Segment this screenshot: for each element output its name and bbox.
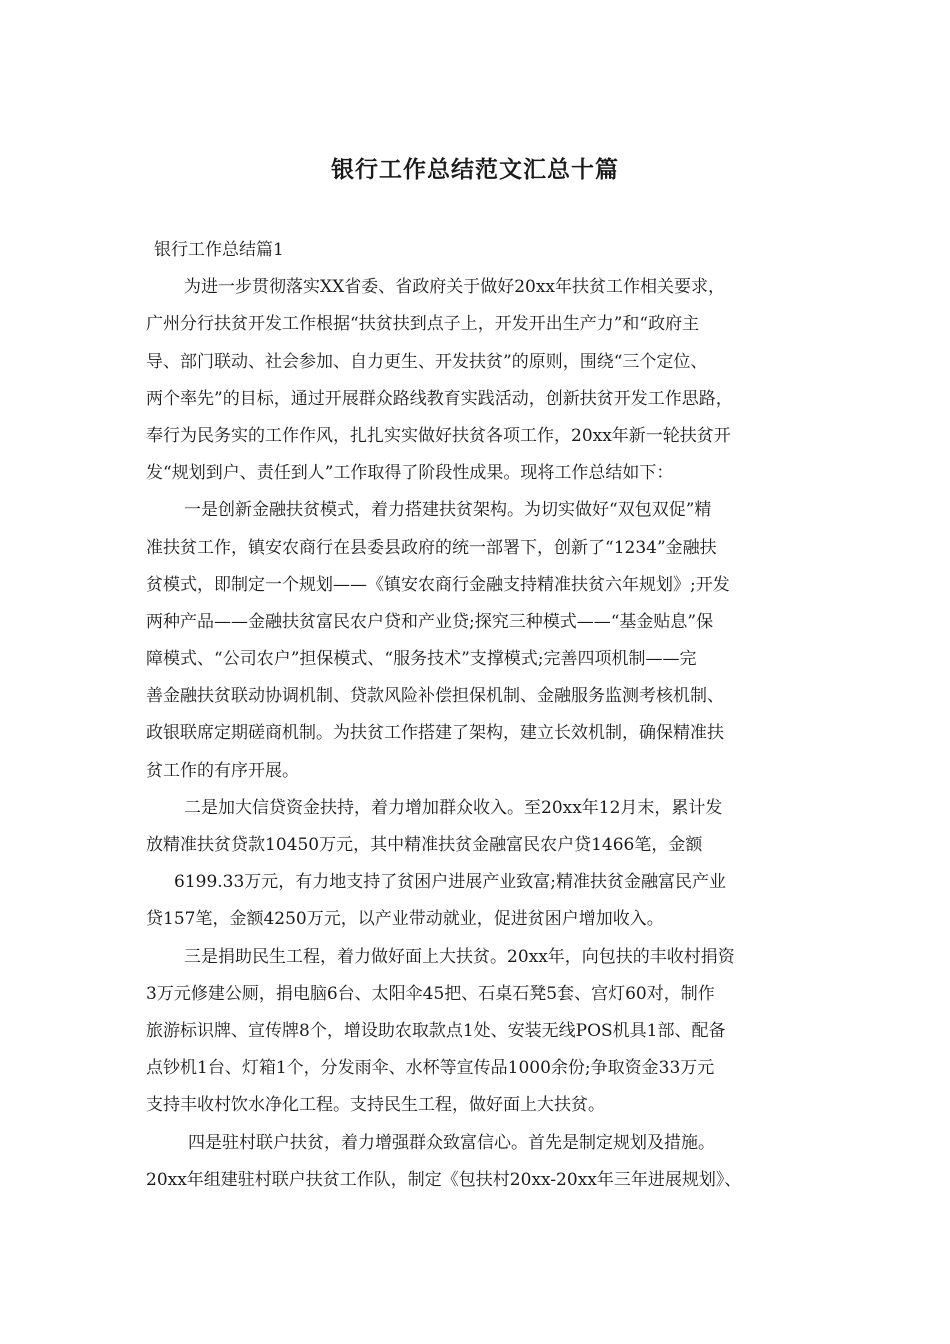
document-title: 银行工作总结范文汇总十篇 [331,156,619,183]
document-body [146,232,826,1199]
paragraph-line: 贷157笔，金额4250万元，以产业带动就业，促进贫困户增加收入。 [146,909,664,930]
paragraph-line: 放精准扶贫贷款10450万元，其中精准扶贫金融富民农户贷1466笔，金额 [146,835,703,855]
paragraph-line: 为进一步贯彻落实XX省委、省政府关于做好20xx年扶贫工作相关要求， [184,277,726,298]
paragraph-line: 二是加大信贷资金扶持，着力增加群众收入。至20xx年12月末，累计发 [184,797,723,818]
paragraph-line: 导、部门联动、社会参加、自力更生、开发扶贫”的原则，围绕“三个定位、 [146,351,708,372]
paragraph-line: 3万元修建公厕，捐电脑6台、太阳伞45把、石桌石凳5套、宫灯60对，制作 [146,983,715,1004]
paragraph-line: 旅游标识牌、宣传牌8个，增设助农取款点1处、安装无线POS机具1部、配备 [146,1020,726,1041]
paragraph-line: 一是创新金融扶贫模式，着力搭建扶贫架构。为切实做好“双包双促”精 [184,500,712,521]
paragraph-line: 三是捐助民生工程，着力做好面上大扶贫。20xx年，向包扶的丰收村捐资 [184,946,735,967]
paragraph-line: 20xx年组建驻村联户扶贫工作队，制定《包扶村20xx-20xx年三年进展规划》、 [146,1169,742,1190]
paragraph-line: 两种产品——金融扶贫富民农户贷和产业贷;探究三种模式——“基金贴息”保 [146,611,714,632]
paragraph-line: 贫模式，即制定一个规划——《镇安农商行金融支持精准扶贫六年规划》;开发 [146,574,730,595]
paragraph-line: 点钞机1台、灯箱1个，分发雨伞、水杯等宣传品1000余份;争取资金33万元 [146,1058,715,1079]
paragraph-line: 四是驻村联户扶贫，着力增强群众致富信心。首先是制定规划及措施。 [188,1132,715,1153]
paragraph-line: 两个率先”的目标，通过开展群众路线教育实践活动，创新扶贫开发工作思路， [146,388,733,409]
paragraph-line: 奉行为民务实的工作作风，扎扎实实做好扶贫各项工作，20xx年新一轮扶贫开 [146,425,731,446]
paragraph-line: 准扶贫工作，镇安农商行在县委县政府的统一部署下，创新了“1234”金融扶 [146,537,717,558]
paragraph-line: 6199.33万元，有力地支持了贫困户进展产业致富;精准扶贫金融富民产业 [174,872,727,893]
paragraph-line: 政银联席定期磋商机制。为扶贫工作搭建了架构，建立长效机制，确保精准扶 [146,723,724,744]
paragraph-line: 贫工作的有序开展。 [146,760,299,781]
paragraph-line: 发“规划到户、责任到人”工作取得了阶段性成果。现将工作总结如下： [146,463,674,484]
paragraph-line: 障模式、“公司农户”担保模式、“服务技术”支撑模式;完善四项机制——完 [146,649,697,670]
section-heading: 银行工作总结篇1 [154,240,284,260]
paragraph-line: 善金融扶贫联动协调机制、贷款风险补偿担保机制、金融服务监测考核机制、 [146,686,724,707]
paragraph-line: 支持丰收村饮水净化工程。支持民生工程，做好面上大扶贫。 [146,1095,605,1116]
paragraph-line: 广州分行扶贫开发工作根据“扶贫扶到点子上，开发开出生产力”和“政府主 [146,314,700,335]
